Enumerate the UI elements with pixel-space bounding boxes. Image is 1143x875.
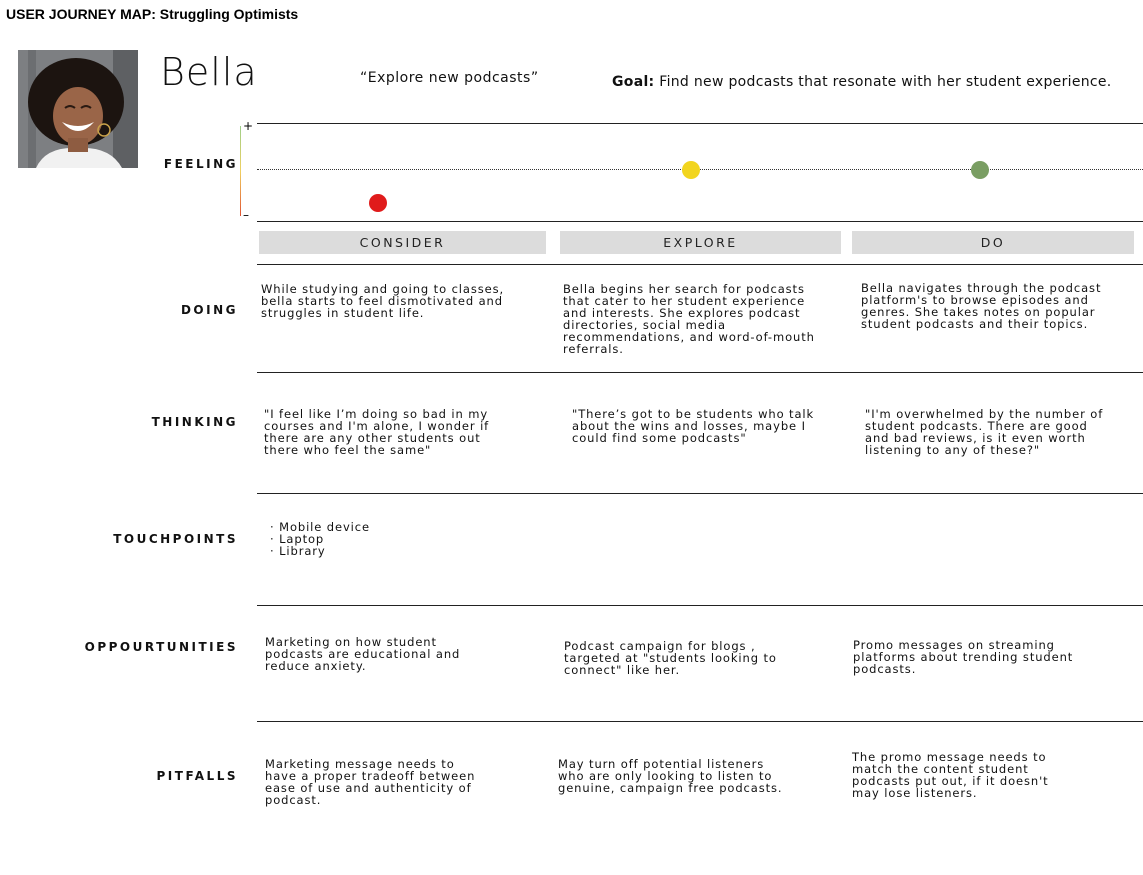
feeling-point-consider [369, 194, 387, 212]
row-label-opportunities: OPPOURTUNITIES [84, 640, 238, 654]
doing-cell-explore: Bella begins her search for podcasts that cater to her student experience and interests. She explores podcast directories, social media recommendations, and word-of-mouth referrals. [563, 282, 815, 356]
stage-explore: EXPLORE [560, 231, 841, 254]
divider [257, 493, 1143, 494]
touchpoint-item: · Library [270, 545, 490, 557]
touchpoint-item: · Laptop [270, 533, 490, 545]
opportunities-cell-do: Promo messages on streaming platforms about trending student podcasts. [853, 638, 1074, 676]
stage-do: DO [852, 231, 1134, 254]
divider [257, 605, 1143, 606]
row-label-thinking: THINKING [151, 415, 238, 429]
feeling-point-explore [682, 161, 700, 179]
persona-photo-icon [18, 50, 138, 168]
persona-avatar [18, 50, 138, 168]
feeling-plus-marker: + [243, 119, 254, 133]
persona-name: Bella [160, 50, 258, 94]
persona-goal [612, 74, 1112, 90]
divider [257, 372, 1143, 373]
thinking-cell-explore: "There’s got to be students who talk about the wins and losses, maybe I could find some podcasts" [572, 407, 815, 445]
goal-label: Goal: [612, 74, 655, 90]
row-label-touchpoints: TOUCHPOINTS [113, 532, 238, 546]
document-title: USER JOURNEY MAP: Struggling Optimists [6, 6, 299, 22]
persona-quote: “Explore new podcasts” [360, 70, 539, 86]
doing-cell-consider: While studying and going to classes, bella starts to feel dismotivated and struggles in student life. [261, 282, 505, 320]
feeling-axis [240, 126, 241, 216]
stage-consider: CONSIDER [259, 231, 546, 254]
feeling-point-do [971, 161, 989, 179]
doing-cell-do: Bella navigates through the podcast platform's to browse episodes and genres. She takes notes on popular student podcasts and their topics. [861, 281, 1102, 331]
divider [257, 721, 1143, 722]
thinking-cell-consider: "I feel like I’m doing so bad in my courses and I'm alone, I wonder if there are any other students out there who feel the same" [264, 407, 490, 457]
pitfalls-cell-explore: May turn off potential listeners who are only looking to listen to genuine, campaign free podcasts. [558, 757, 783, 795]
row-label-pitfalls: PITFALLS [156, 769, 238, 783]
row-label-feeling: FEELING [163, 157, 238, 171]
goal-text: Find new podcasts that resonate with her student experience. [659, 74, 1112, 90]
touchpoint-item: · Mobile device [270, 521, 490, 533]
divider [257, 123, 1143, 124]
touchpoints-list [270, 521, 490, 557]
pitfalls-cell-do: The promo message needs to match the content student podcasts put out, if it doesn't may lose listeners. [852, 750, 1049, 800]
opportunities-cell-explore: Podcast campaign for blogs , targeted at "students looking to connect" like her. [564, 639, 777, 677]
thinking-cell-do: "I'm overwhelmed by the number of student podcasts. There are good and bad reviews, is it even worth listening to any of these?" [865, 407, 1104, 457]
row-label-doing: DOING [180, 303, 238, 317]
divider [257, 221, 1143, 222]
feeling-minus-marker: – [243, 208, 249, 222]
opportunities-cell-consider: Marketing on how student podcasts are educational and reduce anxiety. [265, 635, 461, 673]
feeling-neutral-line [257, 169, 1143, 170]
divider [257, 264, 1143, 265]
pitfalls-cell-consider: Marketing message needs to have a proper tradeoff between ease of use and authenticity of podcast. [265, 757, 476, 807]
